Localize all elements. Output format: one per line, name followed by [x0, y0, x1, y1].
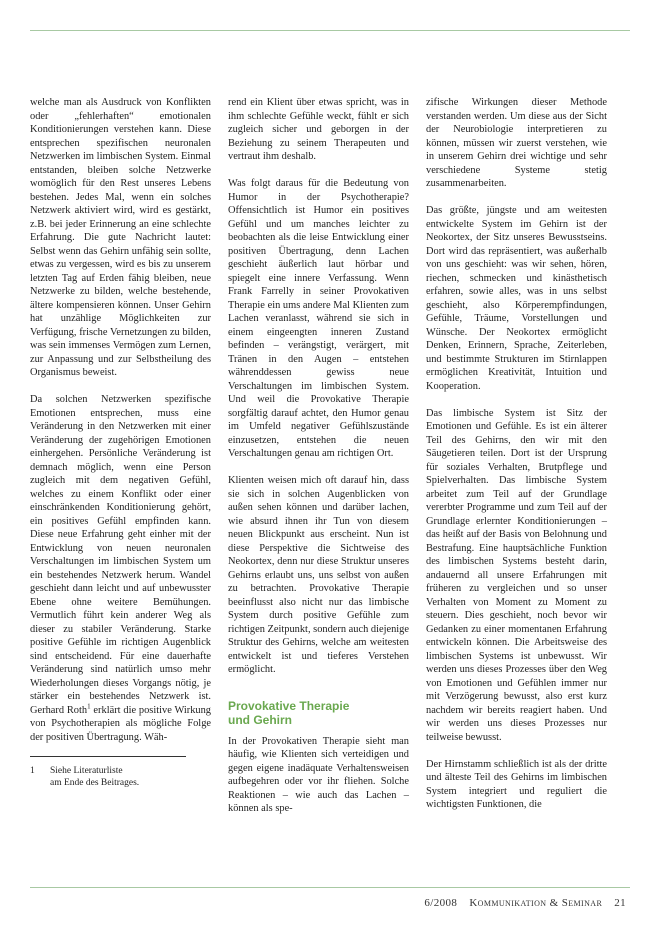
- footnote-text: [50, 765, 139, 789]
- footnote: [30, 765, 211, 789]
- footnote-number: 1: [30, 766, 35, 776]
- page-footer: [424, 897, 626, 909]
- paragraph: welche man als Ausdruck von Konflikten oder „fehlerhaften“ emotionalen Konditionierungen verstehen kann. Diese entsprechen spezifischen neuronalen Netzwerken im limbischen System. Einmal entstanden, bleiben solche Netzwerke womöglich für den Rest unseres Lebens bestehen. Jedes Mal, wenn ein solches Netzwerk aktiviert wird, wird es gestärkt, z.B. bei jeder Erinnerung an eine schlechte Erfahrung. Die gute Nachricht lautet: Selbst wenn das Gehirn unfähig sein sollte, etwas zu vergessen, wird es bis zu unserem letzten Tag auf Erden fähig bleiben, neue Netzwerke zu bilden, welche bestehende, ältere kompensieren können. Unser Gehirn hat unzählige Möglichkeiten zur Verfügung, frische Vernetzungen zu bilden, was sein immenses Vermögen zum Lernen, zur Anpassung und zur Selbstheilung des Organismus beweist.: [30, 97, 211, 378]
- footnote-rule: [30, 756, 186, 757]
- paragraph: In der Provokativen Therapie sieht man häufig, wie Klienten sich verteidigen und gegen eigene inadäquate Verhaltensweisen aufbegehren oder vor ihr fliehen. Solche Reaktionen – wie auch das Lachen – können als spe-: [228, 735, 409, 814]
- paragraph: Was folgt daraus für die Bedeutung von Humor in der Psychotherapie? Offensichtlich ist Humor ein positives Gefühl und um manches leichter zu beobachten als die leise Entwicklung einer positiven Übertragung, denn Lachen geschieht äußerlich laut hörbar und spiegelt eine innere Verfassung. Wenn Frank Farrelly in seiner Provokativen Therapie ein ums andere Mal Klienten zum Lachen veranlasst, während sie sich in einem eingeengten inneren Zustand befinden – verängstigt, verärgert, mit Tränen in den Augen – entstehen währenddessen gewiss neue Verschaltungen im limbischen System. Und weil die Provokative Therapie sorgfältig darauf achtet, den Humor genau im Umfeld negativer Gefühlszustände einzusetzen, entstehen die neuen Verschaltungen genau am richtigen Ort.: [228, 178, 409, 459]
- paragraph: Klienten weisen mich oft darauf hin, dass sie sich in solchen Augenblicken von außen sehen können und darüber lachen, wie absurd ihnen ihr Tun von diesem neuen Blickpunkt aus erscheint. Nun ist diese Perspektive die Sichtweise des Neokortex, denn nur diese Struktur unseres Gehirns erlaubt uns, uns selbst von außen zu betrachten. Provokative Therapie beeinflusst also nicht nur das limbische System durch positive Gefühle zum richtigen Zeitpunkt, sondern auch diejenige Struktur des Gehirns, welche am weitesten entwickelt ist und tieferes Verstehen ermöglicht.: [228, 475, 409, 675]
- column-1: [30, 96, 211, 789]
- paragraph: rend ein Klient über etwas spricht, was in ihm schlechte Gefühle weckt, fühlt er sich zugleich sicher und geborgen in der Beziehung zu seinem Therapeuten und vertraut ihm deshalb.: [228, 97, 409, 162]
- section-heading-line: Provokative Therapie: [228, 698, 350, 713]
- page-number: 21: [614, 897, 626, 909]
- footnote-line: am Ende des Beitrages.: [50, 778, 140, 788]
- paragraph-text: Da solchen Netzwerken spezifische Emotionen entsprechen, muss eine Veränderung in den Netzwerken mit einer Veränderung der zugehörigen Emotionen einhergehen. Persönliche Veränderung ist demnach möglich, wenn eine Person zugleich mit dem negativen Gefühl, welches zu einem Konflikt oder einer einschränkenden Konditionierung gehört, ein positives Gefühl empfinden kann. Diese neue Erfahrung geht einher mit der Entwicklung von neuen neuronalen Verschaltungen im limbischen System um ein bestehendes Netzwerk herum. Wandel geschieht dann leicht und auf unbewusster Ebene ohne weitere Bemühungen. Vermutlich führt kein anderer Weg als dieser zu stabiler Veränderung. Starke positive Gefühle im richtigen Augenblick sind entscheidend. Für eine dauerhafte Veränderung sind natürlich umso mehr Wiederholungen dieses Vorgangs nötig, je stärker ein bestehendes Netzwerk ist. Gerhard Roth: [30, 394, 211, 716]
- footnote-ref: 1: [87, 702, 91, 711]
- paragraph-text: erklärt die positive Wirkung von Psychotherapien als mögliche Folge der positiven Übertragung. Wäh-: [30, 704, 211, 743]
- footnote-line: Siehe Literaturliste: [50, 766, 123, 776]
- paragraph: zifische Wirkungen dieser Methode verstanden werden. Um diese aus der Sicht der Neurobiologie interpretieren zu können, müssen wir zuerst verstehen, wie in unserem Gehirn drei wichtige und sehr verschiedene Systeme stetig zusammenarbeiten.: [426, 97, 607, 189]
- paragraph: [30, 393, 211, 744]
- top-rule: [30, 30, 630, 31]
- issue-number: 6/2008: [424, 897, 458, 909]
- section-heading-line: und Gehirn: [228, 712, 292, 727]
- paragraph: Das limbische System ist Sitz der Emotionen und Gefühle. Es ist ein älterer Teil des Gehirns, den wir mit den Säugetieren teilen. Dort ist der Ursprung für soziales Verhalten, Brutpflege und Spielverhalten. Das limbische System arbeitet zum Teil auf der Grundlage vererbter Programme und zum Teil auf der Grundlage erlernter Konditionierungen – das heißt auf der Basis von Belohnung und Bestrafung. Eine hauptsächliche Funktion des limbischen Systems besteht darin, andauernd all unsere Erfahrungen mit früheren zu vergleichen und so unser Verhalten von Moment zu Moment zu steuern. Dies geschieht, noch bevor wir Gedanken zu einer momentanen Erfahrung entwickeln können. Die Arbeitsweise des limbischen Systems ist unbewusst. Wir werden uns dieses Prozesses über den Weg von Emotionen und Gefühlen immer nur mit Verzögerung bewusst, also erst kurz nachdem wir bereits reagiert haben. Und wir werden uns dieses Prozesses nur teilweise bewusst.: [426, 407, 607, 743]
- section-heading: [228, 699, 409, 727]
- column-2: [228, 96, 409, 816]
- paragraph: Der Hirnstamm schließlich ist als der dritte und älteste Teil des Gehirns im limbischen System integriert und reguliert die wichtigsten Funktionen, die: [426, 758, 607, 810]
- journal-name: Kommunikation & Seminar: [469, 897, 603, 909]
- paragraph: Das größte, jüngste und am weitesten entwickelte System im Gehirn ist der Neokortex, der Sitz unseres Bewusstseins. Dort wird das repräsentiert, was außerhalb von uns geschieht: was wir sehen, hören, riechen, schmecken und kinästhetisch erfahren, sowie alles, was in uns selbst geschieht, also Körperempfindungen, Gefühle, Träume, Vorstellungen und Wünsche. Der Neokortex ermöglicht Denken, Erinnern, Sprache, Zeiterleben, und bestimmte Strukturen im Stirnlappen ermöglichen Kreativität, Intuition und Kooperation.: [426, 205, 607, 392]
- bottom-rule: [30, 887, 630, 888]
- column-3: [426, 96, 607, 812]
